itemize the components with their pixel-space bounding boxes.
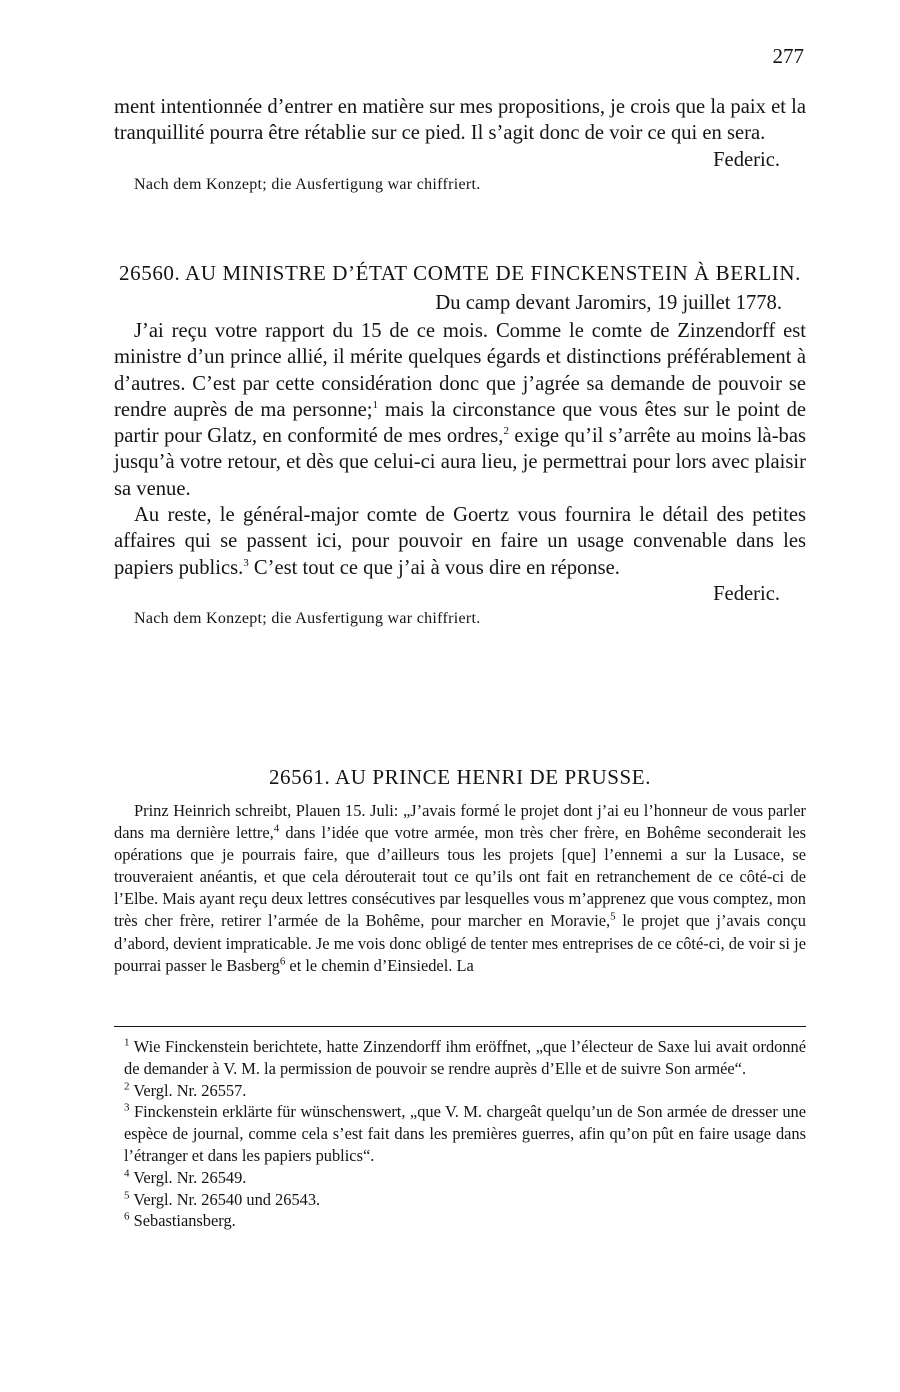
paragraph (114, 318, 806, 502)
footnote-text: Sebastiansberg. (133, 1211, 236, 1231)
footnote-ref[interactable]: 5 (610, 911, 616, 923)
footnote-mark: 2 (124, 1080, 130, 1093)
footnote (114, 1167, 806, 1189)
letter-26561 (114, 762, 806, 977)
signature: Federic. (713, 148, 780, 171)
paragraph (114, 502, 806, 581)
footnote-mark: 6 (124, 1210, 130, 1223)
footnote-text: Finckenstein erklärte für wünschenswert, „que V. M. chargeât quelqu’un de Son armée de dresser une espèce de journal, comme cela s’est fait dans les premières guerres, afin qu’on pût en faire usage dans l’étranger et dans les papiers publics“. (124, 1102, 807, 1165)
footnote-mark: 1 (124, 1036, 130, 1049)
text-run: Prinz Heinrich schreibt, Plauen 15. Juli: „J’avais formé le projet dont j’ai eu l’honneur de vous parler dans ma dernière lettre, (114, 801, 806, 843)
footnote-ref[interactable]: 6 (279, 955, 286, 968)
text-run: Au reste, le général-major comte de Goertz vous fournira le détail des petites affaires qui se passent ici, pour pouvoir en faire un usage convenable dans les papiers publics. (114, 504, 806, 579)
signature: Federic. (713, 582, 780, 605)
continuation-text: ment intentionnée d’entrer en matière sur mes propositions, je crois que la paix et la tranquillité pourra être rétablie sur ce pied. Il s’agit donc de voir ce qui en sera. (114, 96, 806, 145)
footnotes (114, 1036, 806, 1232)
footnote-ref[interactable]: 2 (503, 425, 509, 438)
continuation-block (114, 94, 806, 194)
footnote-text: Vergl. Nr. 26557. (133, 1080, 247, 1100)
footnote-text: Wie Finckenstein berichtete, hatte Zinzendorff ihm eröffnet, „que l’électeur de Saxe lui avait ordonné de demander à V. M. la permission de pouvoir se rendre auprès d’Elle et de suivre Son armée“. (124, 1037, 807, 1078)
footnote-ref[interactable]: 3 (243, 556, 249, 569)
footnote-mark: 3 (124, 1101, 130, 1114)
text-run: C’est tout ce que j’ai à vous dire en réponse. (248, 556, 620, 579)
text-run: J’ai reçu votre rapport du 15 de ce mois. Comme le comte de Zinzendorff est ministre d’un prince allié, il mérite quelques égards et distinctions préférablement à d’autres. C’est par cette considération donc que j’agrée sa demande de pouvoir se rendre auprès de ma personne; (114, 320, 806, 421)
footnote (114, 1080, 806, 1102)
footnote-ref[interactable]: 4 (273, 822, 280, 835)
source-note: Nach dem Konzept; die Ausfertigung war chiffriert. (134, 609, 481, 627)
footnote-ref[interactable]: 1 (372, 399, 379, 412)
text-run: et le chemin d’Einsiedel. La (285, 955, 474, 975)
footnote (114, 1036, 806, 1080)
text-run: exige qu’il s’arrête au moins là-bas jusqu’à votre retour, et dès que celui-ci aura lieu, je permettrai pour lors avec plaisir sa venue. (114, 425, 806, 500)
footnote-text: Vergl. Nr. 26549. (133, 1167, 247, 1187)
footnote (114, 1210, 806, 1232)
page-number: 277 (772, 44, 804, 68)
footnote (114, 1189, 806, 1211)
letter-heading: 26561. AU PRINCE HENRI DE PRUSSE. (268, 765, 652, 789)
dateline: Du camp devant Jaromirs, 19 juillet 1778. (435, 292, 782, 314)
paragraph (114, 800, 806, 977)
letter-26560 (114, 258, 806, 628)
source-note: Nach dem Konzept; die Ausfertigung war chiffriert. (134, 175, 481, 193)
footnote-mark: 5 (124, 1189, 130, 1202)
footnote-text: Vergl. Nr. 26540 und 26543. (133, 1189, 321, 1209)
letter-heading: 26560. AU MINISTRE D’ÉTAT COMTE DE FINCKENSTEIN À BERLIN. (119, 261, 801, 285)
text-run: dans l’idée que votre armée, mon très cher frère, en Bohême seconderait les opérations que je pourrais faire, que d’ailleurs tous les projets [que] l’ennemi a sur la Lusace, se trouveraient anéantis, et que cela dérouterait tout ce qu’ils ont fait en retranchement de ce côté-ci de l’Elbe. Mais ayant reçu deux lettres consécutives par lesquelles vous m’apprenez que vous comptez, mon très cher frère, retirer l’armée de la Bohême, pour marcher en Moravie, (114, 823, 806, 931)
text-run: le projet que j’avais conçu d’abord, devient impraticable. Je me vois donc obligé de tenter mes entreprises de ce côté-ci, de voir si je pourrai passer le Basberg (114, 911, 806, 975)
footnote (114, 1101, 806, 1166)
footnote-mark: 4 (124, 1167, 130, 1180)
text-run: mais la circonstance que vous êtes sur le point de partir pour Glatz, en conformité de mes ordres, (114, 398, 807, 448)
footnote-divider (114, 1026, 806, 1027)
